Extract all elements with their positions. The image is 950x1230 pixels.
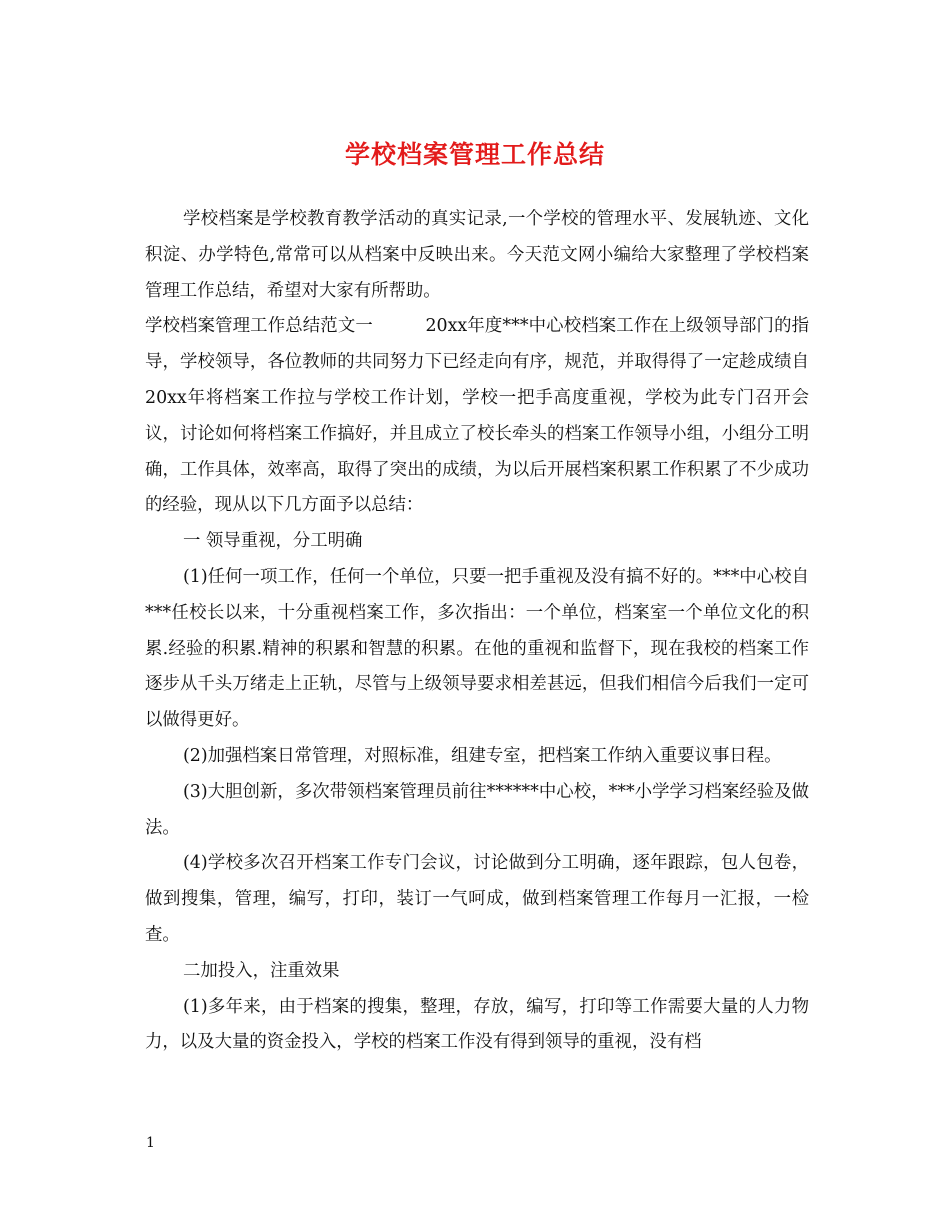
document-title: 学校档案管理工作总结 (344, 140, 605, 169)
paragraph-intro: 学校档案是学校教育教学活动的真实记录,一个学校的管理水平、发展轨迹、文化积淀、办学特色,常常可以从档案中反映出来。今天范文网小编给大家整理了学校档案管理工作总结，希望对大家有所帮助。 (145, 209, 809, 301)
paragraph-item-1: (1)任何一项工作，任何一个单位，只要一把手重视及没有搞不好的。***中心校自***任校长以来，十分重视档案工作，多次指出：一个单位，档案室一个单位文化的积累.经验的积累.精神的积累和智慧的积累。在他的重视和监督下，现在我校的档案工作逐步从千头万绪走上正轨，尽管与上级领导要求相差甚远，但我们相信今后我们一定可以做得更好。 (145, 566, 809, 731)
paragraph-item-3: (3)大胆创新，多次带领档案管理员前往******中心校，***小学学习档案经验及做法。 (145, 781, 809, 838)
paragraph-sample-one: 学校档案管理工作总结范文一 20xx年度***中心校档案工作在上级领导部门的指导，学校领导，各位教师的共同努力下已经走向有序，规范，并取得得了一定趁成绩自20xx年将档案工作拉与学校工作计划，学校一把手高度重视，学校为此专门召开会议，讨论如何将档案工作搞好，并且成立了校长牵头的档案工作领导小组，小组分工明确，工作具体，效率高，取得了突出的成绩，为以后开展档案积累工作积累了不少成功的经验，现从以下几方面予以总结： (145, 316, 809, 516)
paragraph-item-2: (2)加强档案日常管理，对照标准，组建专室，把档案工作纳入重要议事日程。 (183, 745, 782, 766)
document-body (145, 202, 809, 1061)
heading-section-two: 二加投入，注重效果 (183, 960, 340, 981)
page-number: 1 (146, 1135, 155, 1151)
paragraph-item-5: (1)多年来，由于档案的搜集，整理，存放，编写，打印等工作需要大量的人力物力，以及大量的资金投入，学校的档案工作没有得到领导的重视，没有档 (145, 996, 809, 1053)
paragraph-item-4: (4)学校多次召开档案工作专门会议，讨论做到分工明确，逐年跟踪，包人包卷，做到搜集，管理，编写，打印，装订一气呵成，做到档案管理工作每月一汇报，一检查。 (145, 853, 809, 945)
heading-section-one: 一 领导重视，分工明确 (183, 531, 363, 552)
